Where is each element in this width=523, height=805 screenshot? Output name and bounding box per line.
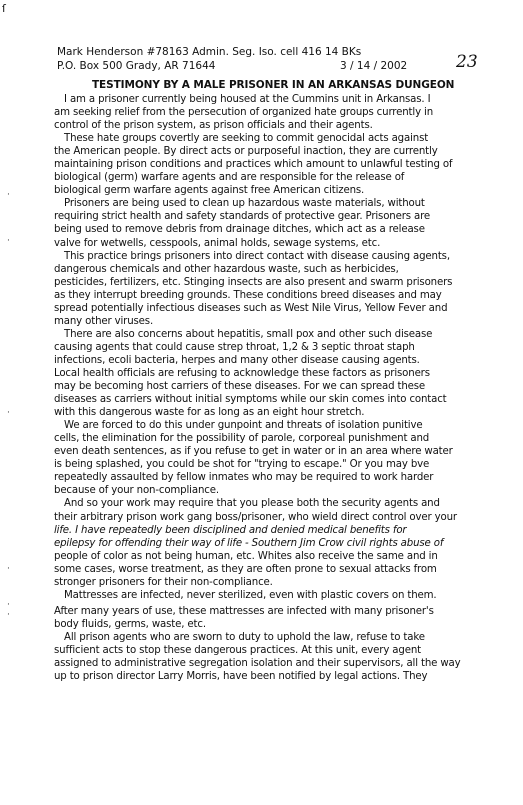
text-line: I am a prisoner currently being housed at the Cummins unit in Arkansas. I [64,94,431,105]
text-line: am seeking relief from the persecution of organized hate groups currently in [54,107,434,119]
text-line: the American people. By direct acts or purposeful inaction, they are currently [54,146,438,158]
margin-mark: · [7,564,10,574]
text-line: causing agents that could cause strep throat, 1,2 & 3 septic throat staph [54,341,415,353]
text-line: life. I have repeatedly been disciplined and denied medical benefits for [54,524,407,536]
sender-address: P.O. Box 500 Grady, AR 71644 [57,60,216,72]
text-line: even death sentences, as if you refuse to get in water or in an area where water [54,446,453,458]
text-line: because of your non-compliance. [54,485,219,497]
margin-mark: · [7,236,10,246]
text-line: some cases, worse treatment, as they are often prone to sexual attacks from [54,563,437,575]
text-line: people of color as not being human, etc. Whites also receive the same and in [54,550,438,562]
corner-mark: ſ [2,2,6,15]
text-line: sufficient acts to stop these dangerous practices. At this unit, every agent [54,644,421,656]
text-line: body fluids, germs, waste, etc. [54,618,206,630]
document-title: TESTIMONY BY A MALE PRISONER IN AN ARKANSAS DUNGEON [92,79,455,91]
margin-mark: · [7,190,10,200]
text-line: up to prison director Larry Morris, have been notified by legal actions. They [54,671,428,683]
text-line: This practice brings prisoners into direct contact with disease causing agents, [64,250,450,262]
text-line: After many years of use, these mattresses are infected with many prisoner's [54,605,434,617]
handwritten-page-number: 23 [456,52,478,72]
text-line: spread potentially infectious diseases such as West Nile Virus, Yellow Fever and [54,302,448,314]
text-line: Prisoners are being used to clean up hazardous waste materials, without [64,198,425,210]
text-line: biological germ warfare agents against free American citizens. [54,185,365,197]
text-line: maintaining prison conditions and practices which amount to unlawful testing of [54,159,453,171]
text-line: There are also concerns about hepatitis, small pox and other such disease [64,328,433,340]
text-line: Local health officials are refusing to acknowledge these factors as prisoners [54,367,430,379]
text-line: stronger prisoners for their non-compliance. [54,576,273,588]
text-line: control of the prison system, as prison officials and their agents. [54,120,373,132]
text-line: And so your work may require that you please both the security agents and [64,498,440,510]
text-line: repeatedly assaulted by fellow inmates who may be required to work harder [54,472,434,484]
text-line: requiring strict health and safety standards of protective gear. Prisoners are [54,211,431,223]
margin-mark: · [7,610,10,620]
text-line: infections, ecoli bacteria, herpes and many other disease causing agents. [54,354,420,366]
text-line: Mattresses are infected, never sterilized, even with plastic covers on them. [64,589,437,601]
margin-mark: · [7,600,10,610]
text-line: dangerous chemicals and other hazardous waste, such as herbicides, [54,263,399,275]
sender-name-cell: Mark Henderson #78163 Admin. Seg. Iso. cell 416 14 BKs [57,46,362,58]
text-line: as they interrupt breeding grounds. These conditions breed diseases and may [54,289,442,301]
text-line: All prison agents who are sworn to duty to uphold the law, refuse to take [64,631,425,643]
text-line: may be becoming host carriers of these diseases. For we can spread these [54,381,426,393]
text-line: their arbitrary prison work gang boss/prisoner, who wield direct control over your [54,511,457,523]
text-line: diseases as carriers without initial symptoms while our skin comes into contact [54,394,447,406]
text-line: many other viruses. [54,315,154,327]
text-line: biological (germ) warfare agents and are responsible for the release of [54,172,405,184]
text-line: These hate groups covertly are seeking to commit genocidal acts against [64,133,429,145]
testimony-body [54,93,504,683]
text-line: valve for wetwells, cesspools, animal holds, sewage systems, etc. [54,237,381,249]
text-line: pesticides, fertilizers, etc. Stinging insects are also present and swarm prisoners [54,276,453,288]
text-line: with this dangerous waste for as long as an eight hour stretch. [54,407,365,419]
text-line: epilepsy for offending their way of life - Southern Jim Crow civil rights abuse of [54,537,444,549]
text-line: assigned to administrative segregation isolation and their supervisors, all the way [54,658,461,670]
text-line: being used to remove debris from drainage ditches, which act as a release [54,224,425,236]
text-line: is being splashed, you could be shot for "trying to escape." Or you may bve [54,459,430,471]
text-line: We are forced to do this under gunpoint and threats of isolation punitive [64,420,423,432]
letter-date: 3 / 14 / 2002 [340,60,408,72]
margin-mark: · [7,408,10,418]
text-line: cells, the elimination for the possibility of parole, corporeal punishment and [54,433,430,445]
